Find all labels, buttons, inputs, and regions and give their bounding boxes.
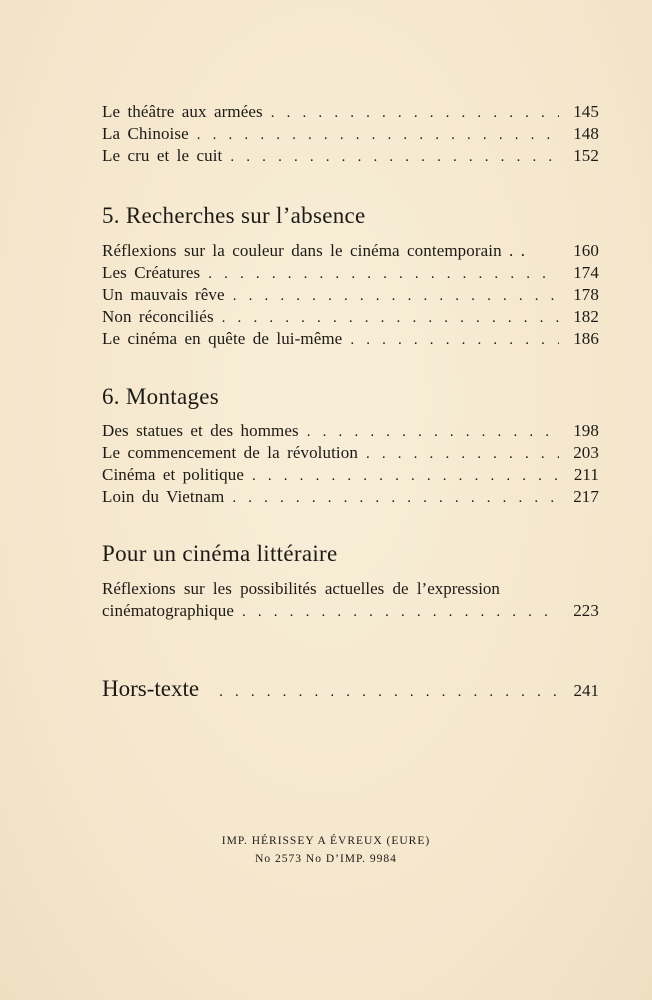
dot-leader (366, 443, 559, 465)
dot-leader (350, 329, 559, 351)
entry-page-number: 145 (573, 102, 599, 121)
toc-entry (102, 578, 599, 622)
entry-page-number: 198 (573, 421, 599, 440)
entry-page-number: 160 (573, 241, 599, 260)
section-heading: 5. Recherches sur l’absence (102, 203, 366, 228)
hors-texte-entry (102, 676, 599, 706)
entry-title: Réflexions sur la couleur dans le cinéma contemporain . . (102, 241, 526, 260)
entry-title: Cinéma et politique (102, 465, 244, 484)
entry-title: Le commencement de la révolution (102, 443, 358, 462)
entry-page-number: 223 (573, 601, 599, 620)
entry-title: La Chinoise (102, 124, 189, 143)
dot-leader (219, 684, 559, 701)
entry-title: Le théâtre aux armées (102, 102, 263, 121)
section-heading: Pour un cinéma littéraire (102, 541, 338, 566)
toc-entry (102, 145, 599, 167)
entry-title: Loin du Vietnam (102, 487, 225, 506)
dot-leader (252, 465, 559, 487)
entry-title: Des statues et des hommes (102, 421, 299, 440)
entry-page-number: 178 (573, 285, 599, 304)
entry-continuation (102, 600, 599, 622)
toc-entry (102, 262, 599, 284)
entry-title: Non réconciliés (102, 307, 214, 326)
entry-title: Hors-texte (102, 676, 200, 701)
dot-leader (242, 601, 559, 623)
toc-entry (102, 464, 599, 486)
toc-entry (102, 328, 599, 350)
entry-page-number: 148 (573, 124, 599, 143)
entry-page-number: 174 (573, 263, 599, 282)
toc-entry (102, 240, 599, 262)
dot-leader (230, 146, 559, 168)
entry-page-number: 186 (573, 329, 599, 348)
dot-leader (232, 487, 559, 509)
entry-title: Le cinéma en quête de lui-même (102, 329, 343, 348)
entry-page-number: 182 (573, 307, 599, 326)
toc-entry (102, 101, 599, 123)
dot-leader (197, 124, 559, 146)
toc-entry (102, 123, 599, 145)
dot-leader (222, 307, 559, 329)
entry-title: Un mauvais rêve (102, 285, 225, 304)
dot-leader (233, 285, 559, 307)
colophon-line: IMP. HÉRISSEY A ÉVREUX (EURE) (221, 835, 431, 847)
entry-title: Le cru et le cuit (102, 146, 223, 165)
dot-leader (208, 263, 559, 285)
printer-colophon (0, 832, 652, 868)
section-heading: 6. Montages (102, 384, 220, 409)
toc-entry (102, 442, 599, 464)
entry-title-continued: cinématographique (102, 601, 234, 620)
entry-title: Les Créatures (102, 263, 201, 282)
dot-leader (271, 102, 559, 124)
entry-page-number: 152 (573, 146, 599, 165)
toc-entry (102, 306, 599, 328)
colophon-line: No 2573 No D’IMP. 9984 (255, 853, 397, 865)
dot-leader (307, 421, 559, 443)
entry-page-number: 203 (573, 443, 599, 462)
entry-page-number: 217 (573, 487, 599, 506)
entry-page-number: 211 (573, 465, 599, 484)
toc-entry (102, 420, 599, 442)
entry-title: Réflexions sur les possibilités actuelles de l’expression (102, 579, 500, 598)
entry-page-number: 241 (573, 681, 599, 700)
toc-entry (102, 486, 599, 508)
toc-entry (102, 284, 599, 306)
